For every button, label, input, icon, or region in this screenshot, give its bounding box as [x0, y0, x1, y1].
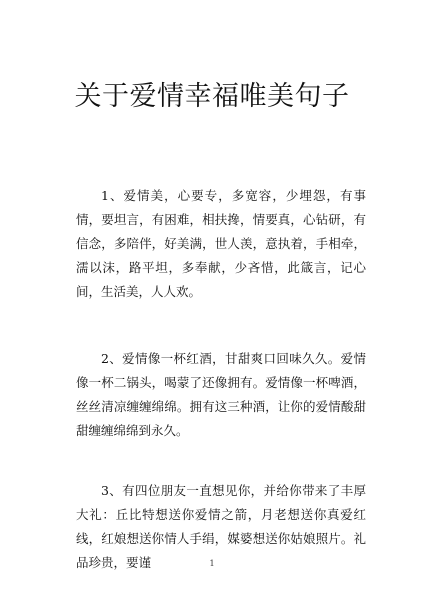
- document-title: 关于爱情幸福唯美句子: [74, 81, 350, 112]
- page-number: 1: [209, 559, 215, 568]
- paragraph-3: 3、有四位朋友一直想见你，并给你带来了丰厚大礼：丘比特想送你爱情之箭，月老想送你真爱红线，红娘想送你情人手绢，媒婆想送你姑娘照片。礼品珍贵，要谨: [76, 483, 366, 570]
- paragraph-2: 2、爱情像一杯红酒，甘甜爽口回味久久。爱情像一杯二锅头，喝蒙了还像拥有。爱情像一杯啤酒，丝丝清凉缠缠绵绵。拥有这三种酒，让你的爱情酸甜甜缠缠绵绵到永久。: [76, 351, 366, 438]
- paragraph-1: 1、爱情美，心要专，多宽容，少埋怨，有事情，要坦言，有困难，相扶搀，情要真，心钻研，有信念，多陪伴，好美满，世人羡，意执着，手相牵，濡以沫，路平坦，多奉献，少吝惜，此箴言，记心间，生活美，人人欢。: [76, 188, 366, 299]
